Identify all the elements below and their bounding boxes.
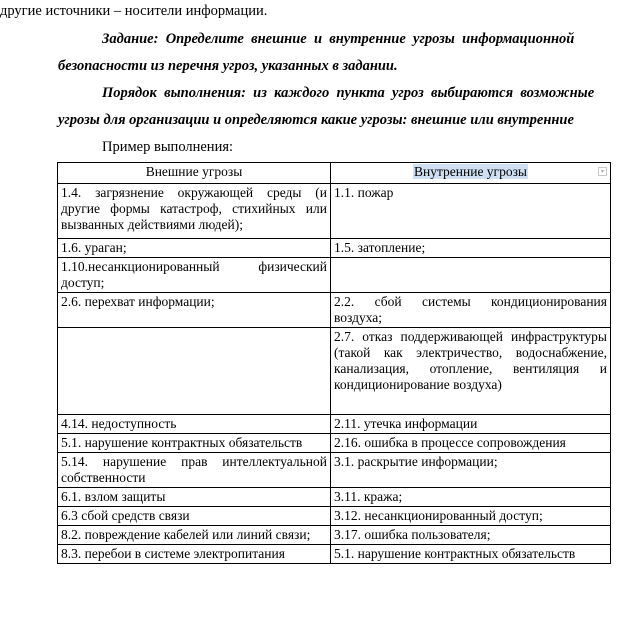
table-cell-internal: 3.1. раскрытие информации; [331,453,611,488]
table-cell-internal: 2.2. сбой системы кондиционирования воздуха; [331,293,611,328]
table-row [58,258,611,293]
table-cell-internal: 2.16. ошибка в процессе сопровождения [331,434,611,453]
table-cell-external: 8.3. перебои в системе электропитания [58,545,331,564]
table-cell-internal: 3.17. ошибка пользователя; [331,526,611,545]
filter-dropdown-icon[interactable]: ▾ [598,167,607,176]
table-cell-external: 5.14. нарушение прав интеллектуальной собственности [58,453,331,488]
table-cell-internal: 3.11. кража; [331,488,611,507]
table-row [58,328,611,415]
order-line-1 [102,84,622,102]
table-cell-internal [331,258,611,293]
table-cell-external: 5.1. нарушение контрактных обязательств [58,434,331,453]
table-cell-internal: 5.1. нарушение контрактных обязательств [331,545,611,564]
table-row [58,184,611,239]
table-row [58,507,611,526]
order-line-1-text: Порядок выполнения: из каждого пункта угроз выбираются возможные [102,85,595,101]
table-row [58,415,611,434]
table-row [58,526,611,545]
threats-table [57,162,611,564]
table-cell-internal: 1.1. пожар [331,184,611,239]
table-cell-internal: 3.12. несанкционированный доступ; [331,507,611,526]
task-line-2: безопасности из перечня угроз, указанных в задании. [58,58,398,74]
table-cell-external: 6.3 сбой средств связи [58,507,331,526]
table-header-row [58,163,611,184]
header-internal-threats-label: Внутренние угрозы [413,164,528,179]
order-line-2: угрозы для организации и определяются какие угрозы: внешние или внутренние [58,112,574,128]
table-cell-internal: 2.7. отказ поддерживающей инфраструктуры (такой как электричество, водоснабжение, канализация, отопление, вентиляция и кондиционирование воздуха) [331,328,611,415]
table-row [58,545,611,564]
table-cell-internal: 1.5. затопление; [331,239,611,258]
task-line-1 [102,30,622,48]
table-row [58,293,611,328]
task-line-1-text: Задание: Определите внешние и внутренние угрозы информационной [102,31,575,47]
header-internal-threats[interactable] [331,163,611,184]
table-cell-external: 8.2. повреждение кабелей или линий связи; [58,526,331,545]
table-cell-external: 1.6. ураган; [58,239,331,258]
table-row [58,434,611,453]
example-label: Пример выполнения: [102,139,234,155]
table-cell-external: 6.1. взлом защиты [58,488,331,507]
table-row [58,453,611,488]
table-cell-external: 1.4. загрязнение окружающей среды (и другие формы катастроф, стихийных или вызванных действиями людей); [58,184,331,239]
table-cell-external: 4.14. недоступность [58,415,331,434]
table-cell-internal: 2.11. утечка информации [331,415,611,434]
table-row [58,239,611,258]
intro-line: другие источники – носители информации. [0,3,268,19]
table-cell-external [58,328,331,415]
table-cell-external: 1.10.несанкционированный физический доступ; [58,258,331,293]
table-cell-external: 2.6. перехват информации; [58,293,331,328]
header-external-threats: Внешние угрозы [58,163,331,184]
table-row [58,488,611,507]
